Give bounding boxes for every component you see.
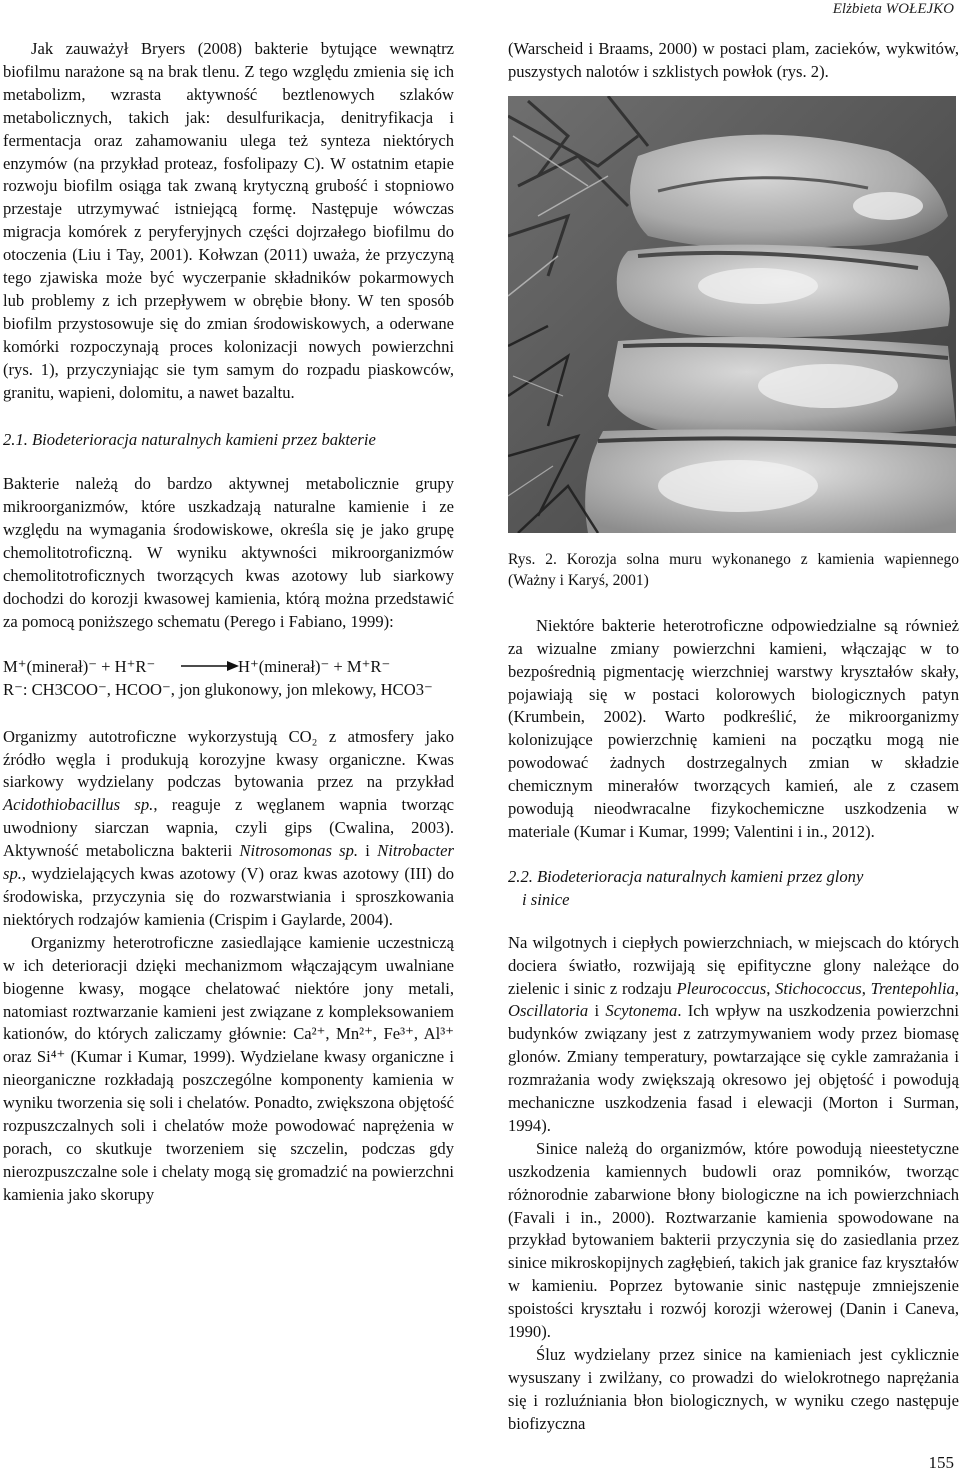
page-number: 155 <box>928 1453 954 1472</box>
text-run: Na wilgotnych i ciepłych powierzchniach, w miejscach do których dociera światło, rozwijają się epifityczne glony należące do zielenic i sinic z rodzaju <box>508 932 959 998</box>
equation-products: H⁺(minerał)⁻ + M⁺R⁻ <box>238 656 391 676</box>
paragraph-continuation: (Warscheid i Braams, 2000) w postaci plam, zacieków, wykwitów, puszystych nalotów i szklistych powłok (rys. 2). <box>508 39 959 81</box>
paragraph-heterotrophic-organisms: Organizmy heterotroficzne zasiedlające kamienie uczestniczą w ich deterioracji dzięki mechanizmom włączającym uwalniane biogenne kwasy, mogące chelatować niektóre jony metali, natomiast roztwarzanie kamieni jest związane z kompleksowaniem kationów, do których zaliczamy głównie: Ca²⁺, Mn²⁺, Fe³⁺, Al³⁺ oraz Si⁴⁺ (Kumar i Kumar, 1999). Wydzielane kwasy organiczne i nieorganiczne rozkładają poszczególne komponenty kamienia w wyniku tworzenia się soli i chelatów. Ponadto, zwiększona objętość rozpuszczalnych soli i chelatów może powodować naprężenia w porach, co skutkuje tworzeniem się szczelin, podczas gdy nierozpuszczalne sole i chelaty mogą się gromadzić na powierzchni kamienia jako skorupy <box>3 932 454 1204</box>
section-heading-2-2 <box>508 866 959 912</box>
species-name: Nitrosomonas sp. <box>239 841 359 861</box>
genus-name: Scytonema <box>605 1001 678 1021</box>
text-run: , <box>954 978 960 998</box>
paragraph-cyanobacteria-mucilage: Śluz wydzielany przez sinice na kamieniach jest cyklicznie wysuszany i zwilżany, co prowadzi do wielokrotnego naprężania się i rozluźniania błon biologicznych, w wyniku czego następuje biofizyczna <box>508 1345 959 1433</box>
heading-line: 2.2. Biodeterioracja naturalnych kamieni przez glony <box>508 866 864 886</box>
text-run: , <box>766 978 776 998</box>
spacer <box>3 702 454 726</box>
spacer <box>508 591 959 615</box>
text-run: , wydzielających kwas azotowy (V) oraz kwas azotowy (III) do środowiska, przyczynia się do rozwarstwiania i sproszkowania niektórych rodzajów kamienia (Crispim i Gaylarde, 2004). <box>3 864 454 929</box>
reaction-arrow-icon <box>181 659 241 673</box>
left-column <box>3 38 454 1207</box>
text-run: i <box>588 1001 606 1021</box>
equation-reactants: M⁺(minerał)⁻ + H⁺R⁻ <box>3 656 156 676</box>
paragraph-biofilm-metabolism: Jak zauważył Bryers (2008) bakterie bytujące wewnątrz biofilmu narażone są na brak tlenu. Z tego względu zmienia się ich metabolizm, wzrasta aktywność beztlenowych szlaków metabolicznych, takich jak: desulfurikacja, denitryfikacja i fermentacja oraz zahamowaniu ulega też synteza niektórych enzymów (na przykład proteaz, fosfolipazy C). W ostatnim etapie rozwoju biofilm osiąga tak zwaną krytyczną grubość i stopniowo przestaje utrzymywać istniejącą formę. Następuje wówczas migracja komórek z peryferyjnych części dojrzałego biofilmu do otoczenia (Liu i Tay, 2001). Kołwzan (2011) uważa, że przyczyną tego zjawiska może być wyczerpanie składników pokarmowych lub problemy z ich przepływem w obrębie błony. W ten sposób biofilm przystosowuje się do zmian środowiskowych, a oderwane komórki rozpoczynają proces kolonizacji nowych powierzchni (rys. 1), przyczyniając sie tym samym do rozpadu piaskowców, granitu, wapieni, dolomitu, a nawet bazaltu. <box>3 39 454 402</box>
equation-legend: R⁻: CH3COO⁻, HCOO⁻, jon glukonowy, jon mlekowy, HCO3⁻ <box>3 679 433 699</box>
section-heading-2-1: 2.1. Biodeterioracja naturalnych kamieni przez bakterie <box>3 429 376 449</box>
figure-salt-corrosion-wall-photo <box>508 96 956 533</box>
heading-line: i sinice <box>522 889 570 909</box>
text-run: , reaguje z węglanem wapnia tworząc uwodniony siarczan wapnia, czyli gips (Cwalina, 2003). Aktywność metaboliczna bakterii <box>3 795 454 861</box>
text-run: , <box>861 978 871 998</box>
text-run: i <box>358 841 378 861</box>
corrosion-equation <box>3 656 454 702</box>
species-name: Nitrobacter sp. <box>3 841 454 884</box>
figure-caption: Rys. 2. Korozja solna muru wykonanego z kamienia wapiennego (Ważny i Karyś, 2001) <box>508 550 959 589</box>
paragraph-algae <box>508 932 959 1138</box>
paragraph-autotrophic-organisms <box>3 726 454 932</box>
paragraph-bacteria-chemolithotrophic: Bakterie należą do bardzo aktywnej metabolicznie grupy mikroorganizmów, które uszkadzają naturalne kamienie i ze względu na wymagania środowiskowe, określa się je jako grupę chemolitotroficzną. W wyniku aktywności mikroorganizmów chemolitotroficznych tworzących kwas azotowy lub siarkowy dochodzi do korozji kwasowej kamienia, którą można przedstawić za pomocą poniższego schematu (Perego i Fabiano, 1999): <box>3 474 454 631</box>
genus-name: Pleurococcus <box>676 978 767 998</box>
text-run: . Ich wpływ na uszkodzenia powierzchni budynków związany jest z zatrzymywaniem wody przez biomasę glonów. Zmiany temperatury, powtarzające się cykle zamrażania i rozmrażania wody zwiększają okresowo jej objętość i powodują mechaniczne uszkodzenia fasad i elewacji (Morton i Surman, 1994). <box>508 1001 959 1135</box>
genus-name: Trentepohlia <box>870 978 955 998</box>
species-name: Acidothiobacillus sp. <box>3 795 154 815</box>
equation-row <box>3 656 454 679</box>
paragraph-heterotrophic-bacteria-patina: Niektóre bakterie heterotroficzne odpowiedzialne są również za wizualne zmiany powierzchni kamieni, włączając w to bezpośrednią pigmentację wierzchniej warstwy kryształów skały, pojawiają się w postaci kolorowych biologicznych patyn (Krumbein, 2002). Warto podkreślić, że mikroorganizmy kolonizujące powierzchnię kamieni na początku mogą nie powodować żadnych dostrzegalnych zmian w składzie chemicznym minerałów tworzących kamień, ale z czasem powodują nieodwracalne fizykochemiczne uszkodzenia w materiale (Kumar i Kumar, 1999; Valentini i in., 2012). <box>508 615 959 841</box>
paragraph-cyanobacteria: Sinice należą do organizmów, które powodują nieestetyczne uszkodzenia kamiennych budowli oraz pomników, tworząc różnorodnie zabarwione błony biologiczne na ich powierzchniach (Favali i in., 2000). Roztwarzanie kamienia spowodowane na przykład bytowaniem bakterii przyczynia się do zasiedlania przez sinice mikroskopijnych zagłębień, takich jak granice faz kryształów w kamieniu. Poprzez bytowanie sinic następuje zmniejszenie spoistości kryształu i rozwój korozji wżerowej (Danin i Caneva, 1990). <box>508 1138 959 1342</box>
running-header-author: Elżbieta WOŁEJKO <box>832 1 954 17</box>
right-column <box>508 38 959 1436</box>
text-run: Organizmy autotroficzne wykorzystują CO₂ z atmosfery jako źródło węgla i produkują korozyjne kwasy organiczne. Kwas siarkowy wydzielany podczas bytowania przez na przykład <box>3 726 454 792</box>
genus-name: Stichococcus <box>775 978 862 998</box>
genus-name: Oscillatoria <box>508 1001 589 1021</box>
